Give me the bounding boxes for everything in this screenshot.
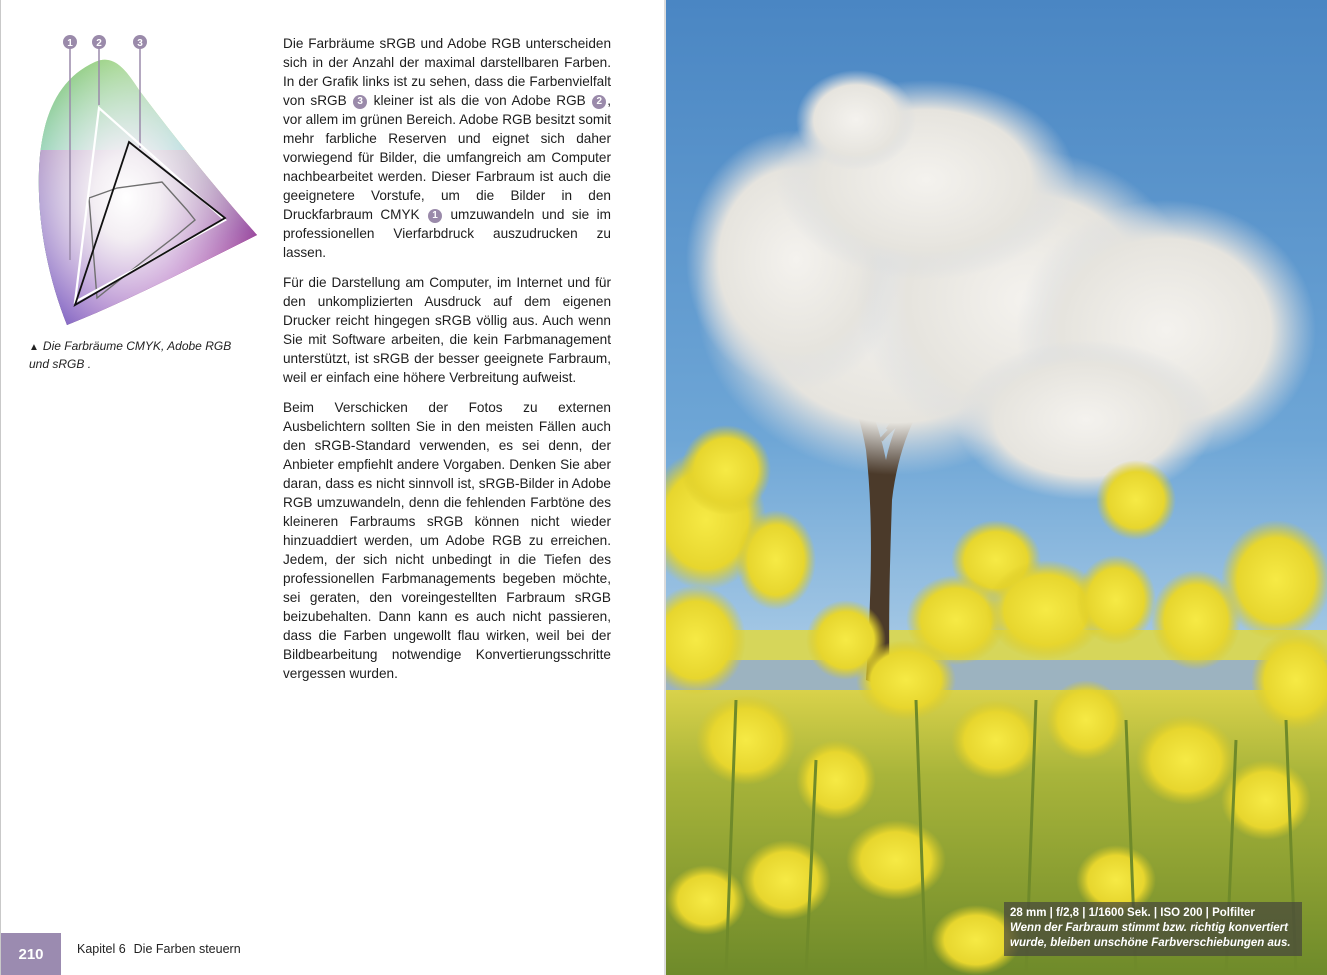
color-gamut-diagram bbox=[27, 30, 263, 335]
marker-1 bbox=[63, 35, 77, 49]
body-text bbox=[283, 34, 611, 694]
chapter-title: Die Farben steuern bbox=[133, 942, 241, 956]
svg-text:3: 3 bbox=[137, 38, 143, 49]
chapter-label: Kapitel 6 bbox=[77, 942, 126, 956]
svg-text:2: 2 bbox=[96, 38, 102, 49]
inline-marker-2: 2 bbox=[592, 95, 606, 109]
paragraph-2: Für die Darstellung am Computer, im Internet und für den unkomplizierten Ausdruck auf dem eigenen Drucker reicht hingegen sRGB völlig aus. Auch wenn Sie mit Software arbeiten, die kein Farbmanagement unterstützt, ist sRGB der besser geeignete Farbraum, weil er einfach eine höhere Verbreitung aufweist. bbox=[283, 275, 611, 385]
inline-marker-1: 1 bbox=[428, 209, 442, 223]
photo-caption bbox=[1004, 902, 1302, 956]
figure-caption bbox=[29, 338, 249, 372]
svg-text:1: 1 bbox=[67, 38, 73, 49]
caption-triangle-icon: ▲ bbox=[29, 342, 39, 353]
paragraph-3: Beim Verschicken der Fotos zu externen Ausbelichtern sollten Sie in den meisten Fällen auch den sRGB-Standard verwenden, es sei denn, der Anbieter empfiehlt andere Vorgaben. Denken Sie aber daran, dass es nicht sinnvoll ist, sRGB-Bilder in Adobe RGB umzuwandeln, denn die fehlenden Farbtöne des kleineren Farbraums sRGB können nicht wieder hinzuaddiert werden, um Adobe RGB zu erreichen. Jedem, der sich nicht unbedingt in die Tiefen des professionellen Farbmanagements begeben möchte, sei geraten, den voreingestellten Farbraum sRGB beizubehalten. Dann kann es auch nicht passieren, dass die Farben ungewollt flau wirken, weil bei der Bildbearbeitung notwendige Konvertierungsschritte vergessen wurden. bbox=[283, 400, 611, 681]
inline-marker-3: 3 bbox=[353, 95, 367, 109]
right-page bbox=[666, 0, 1327, 975]
footer-chapter bbox=[77, 942, 241, 956]
cie-horseshoe bbox=[27, 30, 263, 335]
figure-caption-text: Die Farbräume CMYK, Adobe RGB und sRGB . bbox=[29, 339, 232, 371]
blossom-tree-photo bbox=[666, 0, 1327, 975]
paragraph-1: Die Farbräume sRGB und Adobe RGB unterscheiden sich in der Anzahl der maximal darstellbaren Farben. In der Grafik links ist zu sehen, dass die Farbenvielfalt von sRGB 3 kleiner ist als die von Adobe RGB 2 , vor allem im grünen Bereich. Adobe RGB besitzt somit mehr farbliche Reserven und eignet sich daher vorwiegend für Bilder, die umfangreich am Computer nachbearbeitet werden. Dieser Farbraum ist auch die geeignetere Vorstufe, um die Bilder in den Druckfarbraum CMYK 1 umzuwandeln und sie im professionellen Vierfarbdruck auszudrucken zu lassen. bbox=[283, 36, 611, 260]
photo-exif: 28 mm | f/2,8 | 1/1600 Sek. | ISO 200 | Polfilter bbox=[1010, 907, 1255, 919]
photo-caption-text: Wenn der Farbraum stimmt bzw. richtig konvertiert wurde, bleiben unschöne Farbverschiebungen aus. bbox=[1010, 922, 1291, 949]
marker-3 bbox=[133, 35, 147, 49]
marker-2 bbox=[92, 35, 106, 49]
page-number: 210 bbox=[1, 933, 61, 975]
